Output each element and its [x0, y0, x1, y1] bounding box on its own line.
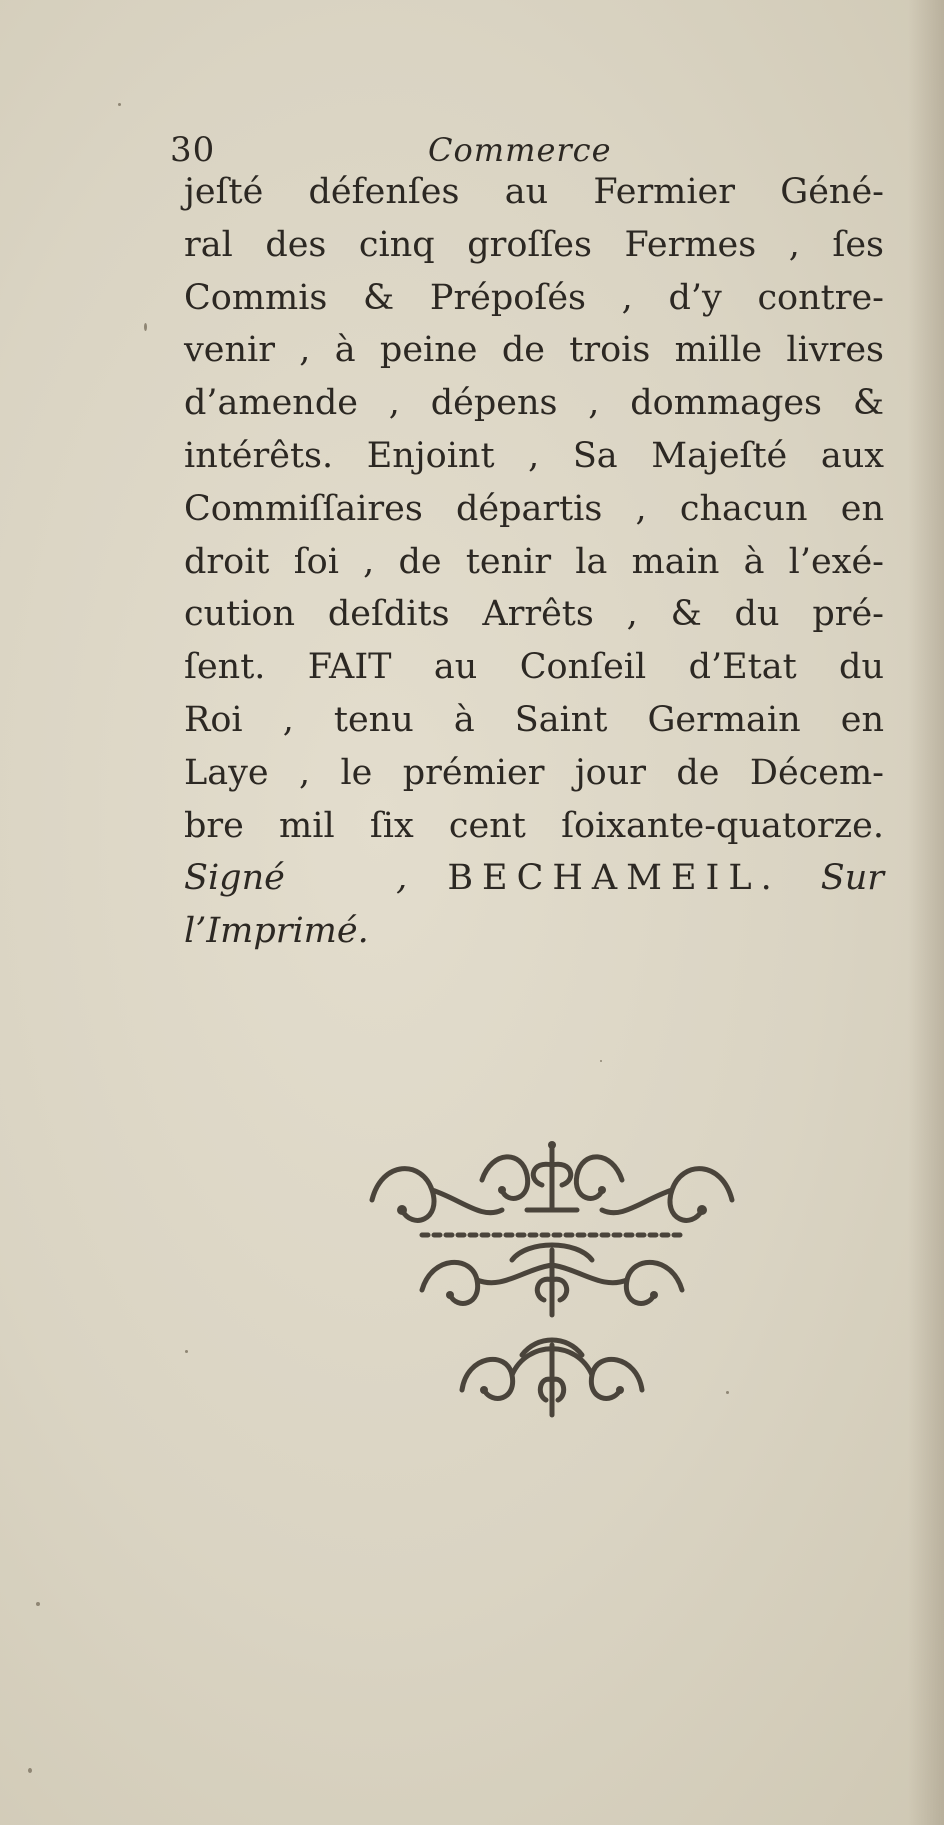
fleuron-ornament-icon — [362, 1140, 742, 1420]
text-line: ſent. FAIT au Conſeil d’Etat du — [184, 647, 884, 688]
text-line: d’amende , dépens , dommages & — [184, 383, 884, 424]
signature-line — [184, 852, 884, 905]
text-line: Laye , le prémier jour de Décem- — [184, 752, 884, 793]
running-head: Commerce — [428, 131, 612, 169]
text-line: ral des cinq groſſes Fermes , ſes — [184, 224, 884, 265]
text-line: cution deſdits Arrêts , & du pré- — [184, 594, 884, 635]
paper-speck — [28, 1768, 32, 1773]
text-line: venir , à peine de trois mille livres — [184, 330, 884, 371]
paper-speck — [185, 1350, 188, 1353]
text-line: bre mil ſix cent ſoixante-quatorze. — [184, 805, 884, 846]
page-number: 30 — [170, 130, 216, 170]
paper-speck — [36, 1602, 40, 1606]
paper-speck — [600, 1060, 602, 1062]
sur-label: Sur — [820, 858, 884, 899]
paper-speck — [144, 323, 147, 331]
imprime-line: l’Imprimé. — [184, 911, 369, 952]
text-line: Commis & Prépoſés , d’y contre- — [184, 277, 884, 318]
text-line: droit ſoi , de tenir la main à l’exé- — [184, 541, 884, 582]
signe-label: Signé , — [184, 858, 408, 899]
text-line: jeſté défenſes au Fermier Géné- — [184, 172, 884, 212]
body-text — [184, 166, 884, 958]
text-line: intérêts. Enjoint , Sa Majeſté aux — [184, 435, 884, 476]
text-line: Roi , tenu à Saint Germain en — [184, 699, 884, 740]
text-line: Commiſſaires départis , chacun en — [184, 488, 884, 529]
paper-speck — [118, 103, 121, 106]
signatory-name: BECHAMEIL. — [447, 858, 781, 899]
